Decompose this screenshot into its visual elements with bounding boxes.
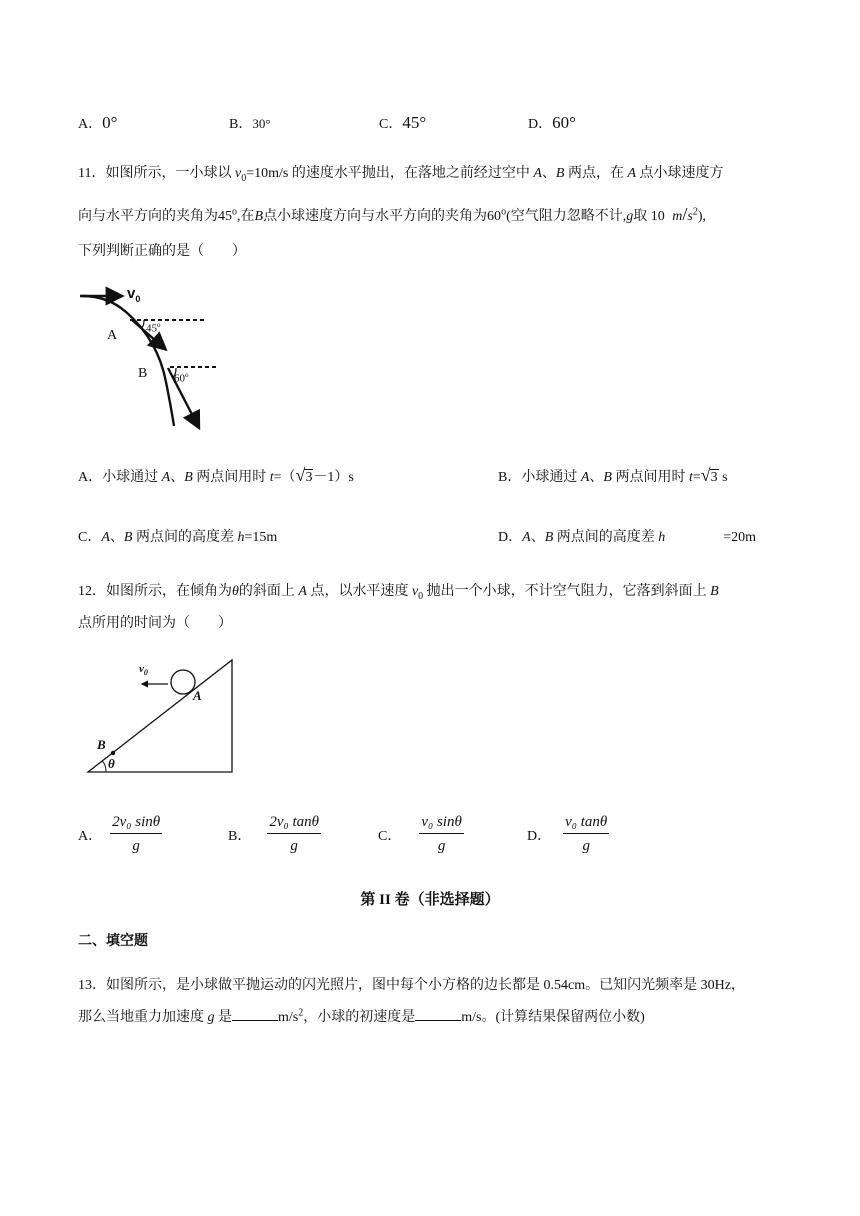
q12-option-c: C． $\frac{\text{v₀ sinθ}}{g}$ — [378, 814, 462, 854]
q10-option-a: A．0° — [78, 113, 118, 132]
angle-arc-theta — [102, 761, 106, 772]
answer-blank-1[interactable] — [232, 1020, 278, 1021]
point-b — [111, 751, 115, 755]
q12-fig-theta-label: θ — [108, 756, 115, 771]
q13-stem-line2: 那么当地重力加速度 g 是 $m/s^2$，小球的初速度是 m/s。(计算结果保留两位小数) — [78, 1007, 645, 1025]
q11-trajectory-figure — [78, 282, 218, 430]
q12-stem-line2: 点所用的时间为（ ） — [78, 616, 232, 631]
q12-fig-v0-label: $v_0$ — [139, 663, 148, 678]
q11-stem-line1: 11．如图所示，一小球以 $v_0=10m/s$ 的速度水平抛出，在落地之前经过空中 A、B 两点，在 A 点小球速度方 — [78, 166, 724, 184]
q11-option-b: B．小球通过 A、B 两点间用时 t=√3 s — [498, 465, 728, 485]
answer-blank-2[interactable] — [415, 1020, 461, 1021]
q11-stem-line3: 下列判断正确的是（ ） — [78, 244, 246, 259]
q11-option-a: A．小球通过 A、B 两点间用时 t=（√3－1）s — [78, 465, 354, 485]
q11-option-d: D．A、B 两点间的高度差 h =20m — [498, 530, 757, 545]
q13-stem-line1: 13．如图所示，是小球做平抛运动的闪光照片，图中每个小方格的边长都是 0.54cm。已知闪光频率是 30Hz， — [78, 978, 745, 993]
q11-fig-b-label: B — [138, 366, 148, 381]
q12-stem-line1: 12．如图所示，在倾角为θ的斜面上 A 点，以水平速度 $v_0$ 抛出一个小球，不计空气阻力，它落到斜面上 B — [78, 584, 719, 602]
q12-option-a: A． $\frac{\text{2v₀ sinθ}}{g}$ — [78, 814, 161, 854]
ball — [171, 670, 195, 694]
q10-option-b: B．30° — [229, 116, 271, 132]
q11-fig-45-label: 45$^o$ — [146, 321, 161, 335]
section-subtitle: 二、填空题 — [78, 934, 148, 949]
q11-fig-60-label: 60$^o$ — [174, 371, 189, 385]
q12-option-d: D． $\frac{\text{v₀ tanθ}}{g}$ — [527, 814, 608, 854]
q12-fig-a-label: A — [193, 688, 202, 703]
q12-fig-b-label: B — [97, 737, 106, 752]
q12-option-b: B． $\frac{\text{2v₀ tanθ}}{g}$ — [228, 814, 320, 854]
q10-option-c: C．45° — [379, 113, 427, 132]
section-title: 第 II 卷（非选择题） — [360, 892, 500, 908]
q11-stem-line2: 向与水平方向的夹角为45$^o$,在B点小球速度方向与水平方向的夹角为60$^o$(空气阻力忽略不计,g取 10 $m/s^2$), — [78, 204, 707, 224]
trajectory-curve — [82, 296, 174, 426]
q11-fig-v0-label: $v_0$ — [127, 285, 141, 304]
q11-option-c: C．A、B 两点间的高度差 h=15m — [78, 530, 278, 545]
q11-fig-a-label: A — [107, 328, 118, 343]
q10-option-d: D．60° — [528, 113, 576, 132]
